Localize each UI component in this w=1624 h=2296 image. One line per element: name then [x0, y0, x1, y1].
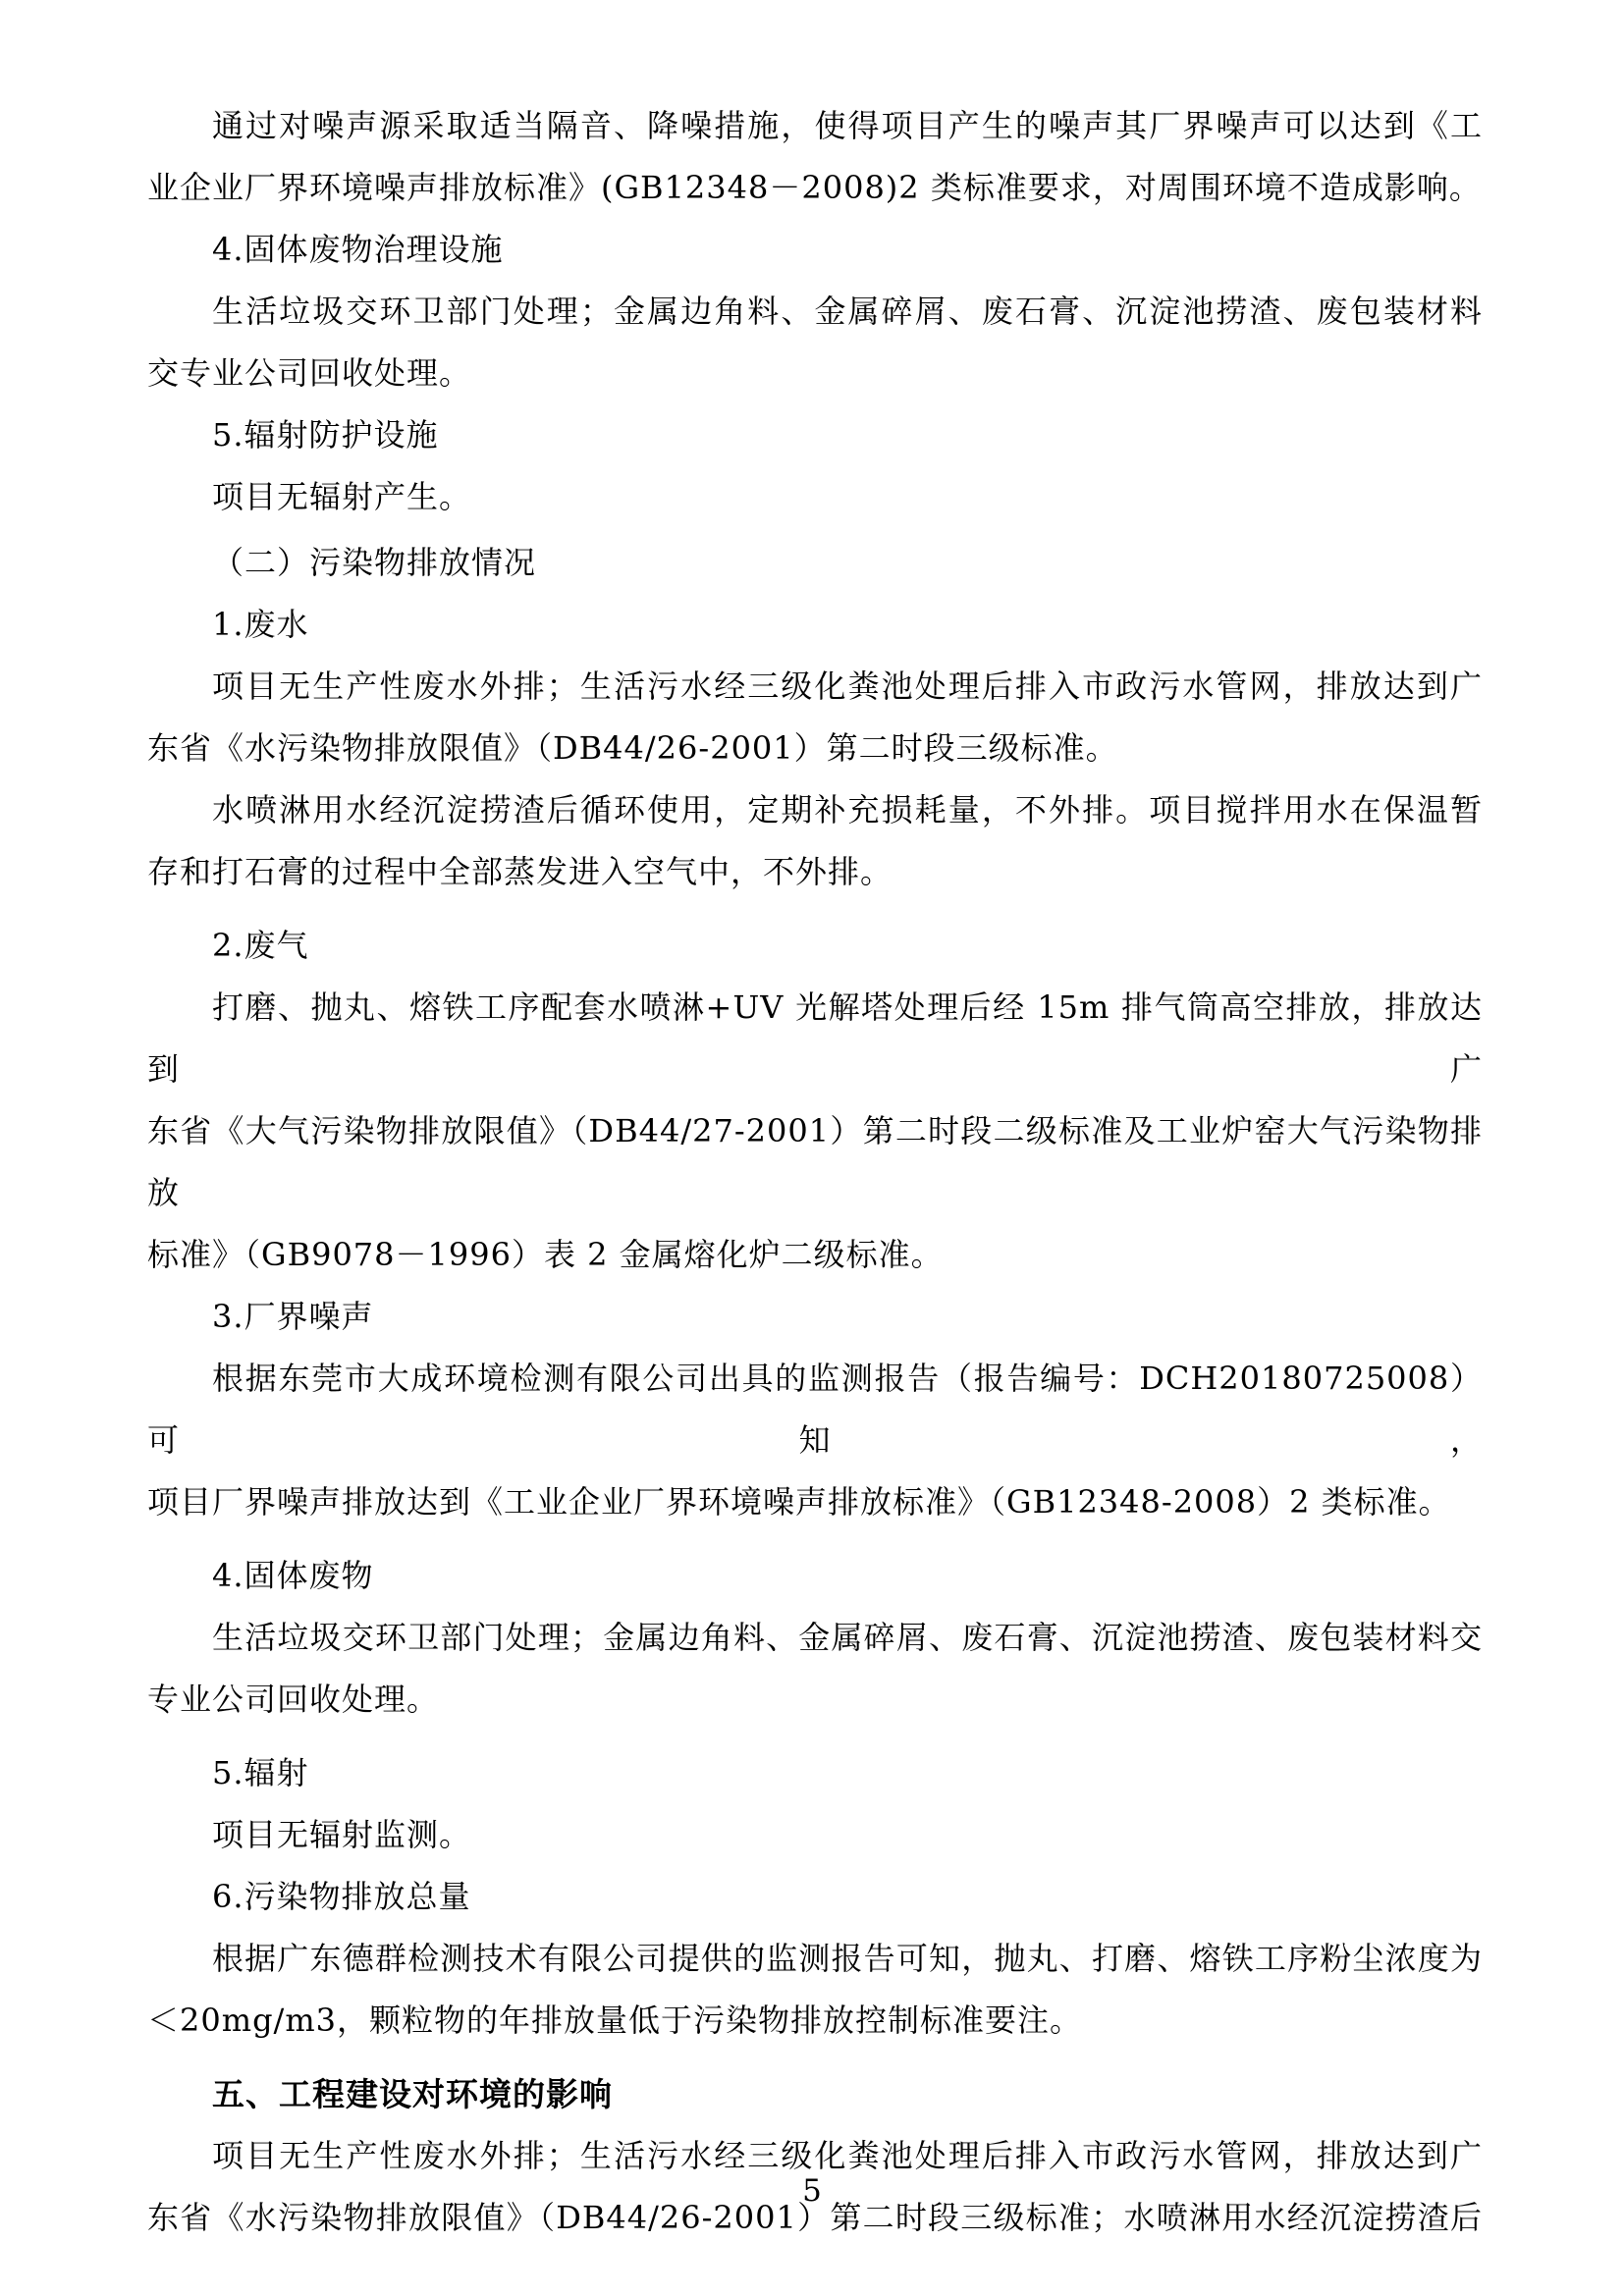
text-line: 生活垃圾交环卫部门处理；金属边角料、金属碎屑、废石膏、沉淀池捞渣、废包装材料: [212, 293, 1483, 330]
text-line: 项目无辐射监测。: [212, 1816, 472, 1853]
list-heading: 6.污染物排放总量: [212, 1878, 471, 1915]
text-line: 东省《水污染物排放限值》（DB44/26-2001）第二时段三级标准；水喷淋用水经沉淀捞渣后: [147, 2199, 1483, 2236]
text-line: ＜20mg/m3，颗粒物的年排放量低于污染物排放控制标准要注。: [147, 2002, 1083, 2039]
section-heading: （二）污染物排放情况: [212, 544, 537, 581]
text-line: 项目无生产性废水外排；生活污水经三级化粪池处理后排入市政污水管网，排放达到广: [212, 667, 1483, 705]
list-heading: 5.辐射防护设施: [212, 416, 439, 454]
list-heading: 2.废气: [212, 927, 309, 964]
text-line: 交专业公司回收处理。: [147, 354, 472, 392]
text-line: 生活垃圾交环卫部门处理；金属边角料、金属碎屑、废石膏、沉淀池捞渣、废包装材料交: [212, 1619, 1483, 1656]
document-body: [147, 95, 1483, 2249]
text-line: 根据东莞市大成环境检测有限公司出具的监测报告（报告编号：DCH20180725008）可知，: [147, 1360, 1483, 1459]
text-line: 打磨、抛丸、熔铁工序配套水喷淋+UV 光解塔处理后经 15m 排气筒高空排放，排放达到广: [147, 988, 1483, 1088]
text-line: 存和打石膏的过程中全部蒸发进入空气中，不外排。: [147, 853, 893, 890]
text-line: 根据广东德群检测技术有限公司提供的监测报告可知，抛丸、打磨、熔铁工序粉尘浓度为: [212, 1940, 1483, 1977]
text-line: 项目无生产性废水外排；生活污水经三级化粪池处理后排入市政污水管网，排放达到广: [212, 2137, 1483, 2174]
list-heading: 4.固体废物: [212, 1557, 374, 1594]
text-line: 水喷淋用水经沉淀捞渣后循环使用，定期补充损耗量，不外排。项目搅拌用水在保温暂: [212, 791, 1483, 828]
text-line: 项目无辐射产生。: [212, 478, 472, 515]
list-heading: 3.厂界噪声: [212, 1298, 374, 1335]
text-line: 通过对噪声源采取适当隔音、降噪措施，使得项目产生的噪声其厂界噪声可以达到《工: [212, 107, 1483, 144]
text-line: 东省《大气污染物排放限值》（DB44/27-2001）第二时段二级标准及工业炉窑大气污染物排放: [147, 1112, 1483, 1211]
text-line: 项目厂界噪声排放达到《工业企业厂界环境噪声排放标准》（GB12348-2008）2 类标准。: [147, 1483, 1451, 1521]
text-line: 东省《水污染物排放限值》（DB44/26-2001）第二时段三级标准。: [147, 729, 1118, 767]
list-heading: 4.固体废物治理设施: [212, 231, 504, 268]
text-line: 业企业厂界环境噪声排放标准》(GB12348－2008)2 类标准要求，对周围环境不造成影响。: [147, 169, 1482, 206]
list-heading: 1.废水: [212, 606, 309, 643]
list-heading: 5.辐射: [212, 1754, 309, 1791]
text-line: 标准》（GB9078－1996）表 2 金属熔化炉二级标准。: [147, 1236, 944, 1273]
chapter-heading: 五、工程建设对环境的影响: [212, 2075, 613, 2113]
text-line: 专业公司回收处理。: [147, 1681, 440, 1718]
page-number: 5: [802, 2173, 822, 2209]
